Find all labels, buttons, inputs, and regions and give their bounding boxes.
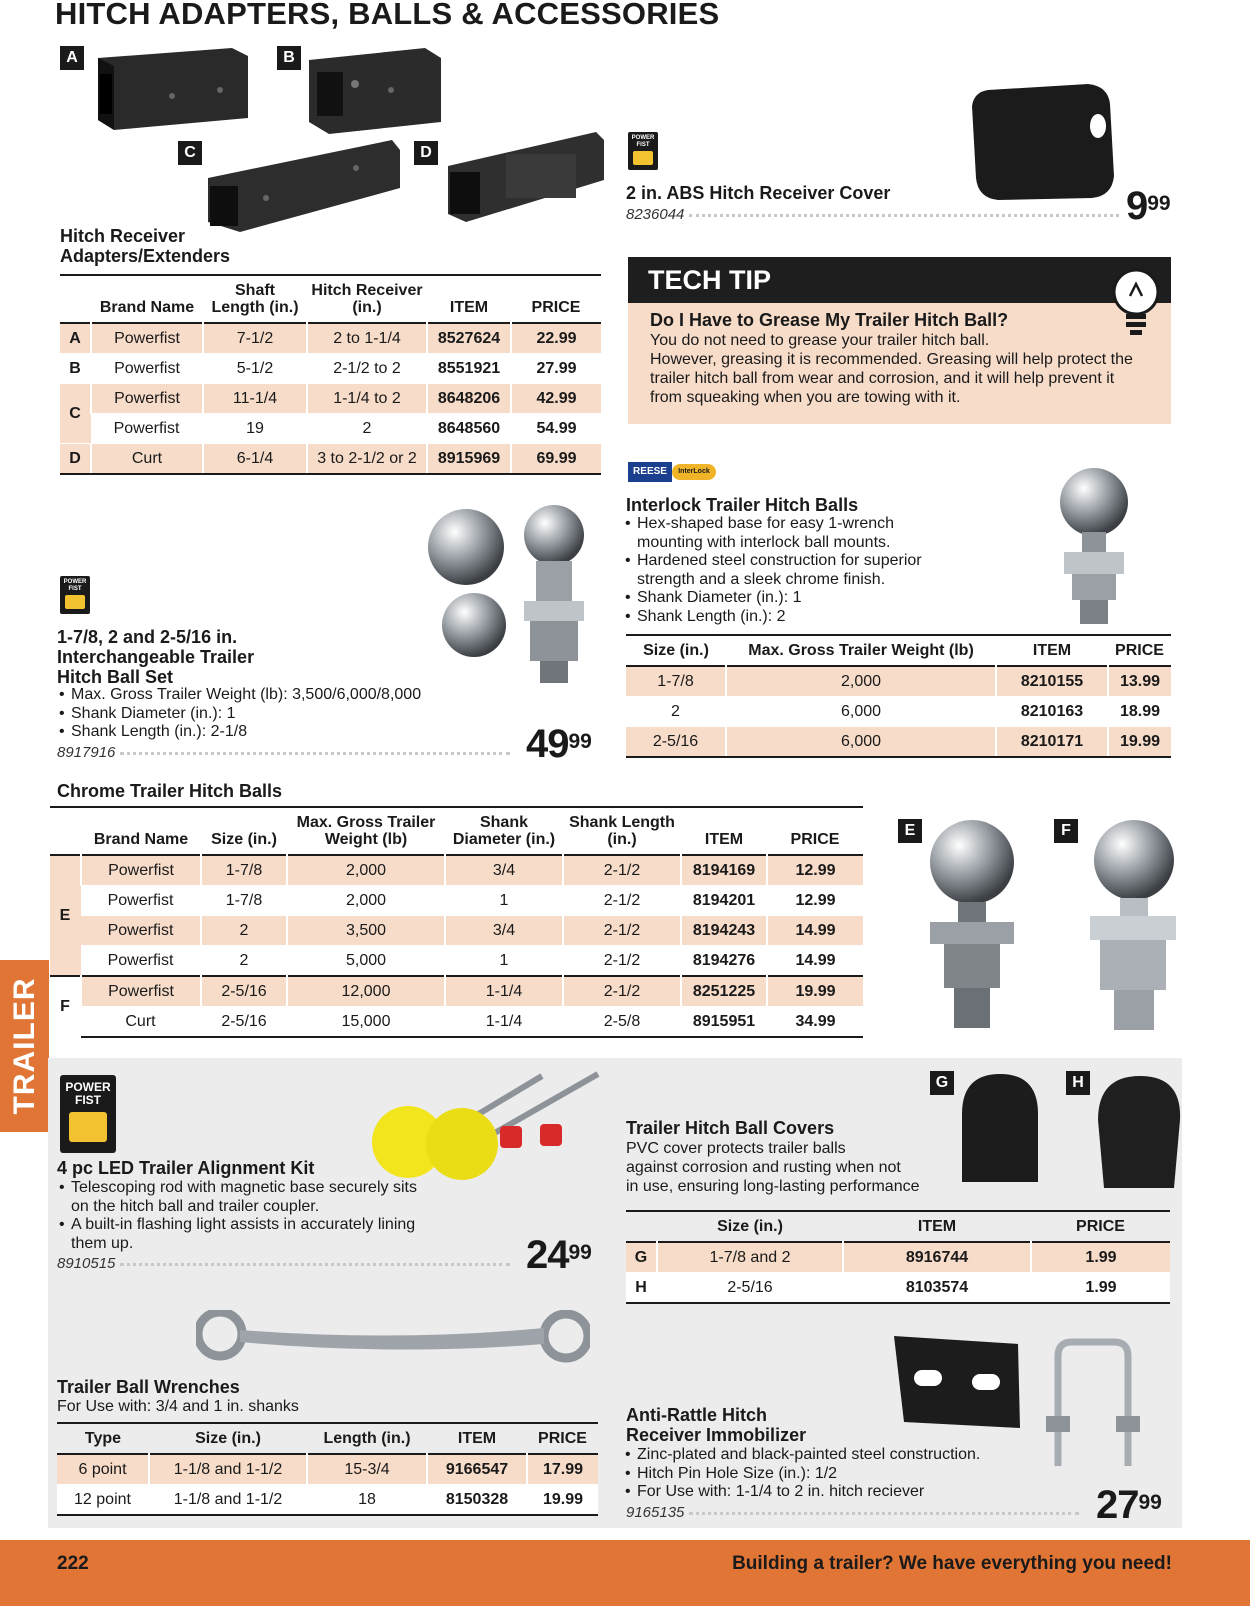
- chrome-ball-e-image: [922, 818, 1022, 1034]
- ball-cover-h-image: [1094, 1070, 1184, 1198]
- col-shaft-length: Shaft Length (in.): [211, 282, 299, 316]
- table-row: Powerfist 1-7/8 2,000 1 2-1/2 8194201 12.99: [50, 886, 863, 916]
- chrome-balls-title: Chrome Trailer Hitch Balls: [57, 781, 283, 801]
- table-row: F Powerfist 2-5/16 12,000 1-1/4 2-1/2 8251225 19.99: [50, 976, 863, 1007]
- table-row: 2-5/16 6,000 8210171 19.99: [626, 727, 1171, 758]
- table-row: C Powerfist 11-1/4 1-1/4 to 2 8648206 42.99: [60, 384, 601, 414]
- tech-tip-body-1: You do not need to grease your trailer hitch ball.: [650, 332, 990, 349]
- adapter-a-image: [92, 46, 252, 132]
- col-brand: Brand Name: [99, 299, 195, 316]
- immobilizer-specs: • Zinc-plated and black-painted steel construction. • Hitch Pin Hole Size (in.): 1/2 • For Use with: 1-1/4 to 2 in. hitch reciever: [623, 1446, 1043, 1502]
- page-title: HITCH ADAPTERS, BALLS & ACCESSORIES: [55, 0, 720, 31]
- receiver-cover-title: 2 in. ABS Hitch Receiver Cover: [626, 183, 891, 203]
- immobilizer-bracket-image: [890, 1334, 1024, 1434]
- tech-tip-heading: TECH TIP: [628, 257, 1171, 303]
- image-tag-c: C: [178, 141, 202, 165]
- receiver-cover-sku-line: 8236044: [626, 206, 1126, 223]
- ball-set-image: [426, 505, 596, 687]
- page-number: 222: [57, 1553, 89, 1574]
- table-row: H 2-5/16 8103574 1.99: [626, 1273, 1170, 1304]
- image-tag-g: G: [930, 1071, 954, 1095]
- immobilizer-sku-line: 9165135: [626, 1504, 1096, 1521]
- immobilizer-u-bolt-image: [1038, 1336, 1148, 1472]
- section-side-tab: TRAILER: [0, 960, 49, 1132]
- image-tag-a: A: [60, 46, 84, 70]
- table-row: 1-7/8 2,000 8210155 13.99: [626, 666, 1171, 697]
- table-row: 12 point 1-1/8 and 1-1/2 18 8150328 19.99: [57, 1485, 598, 1516]
- alignment-kit-specs: • Telescoping rod with magnetic base securely sits on the hitch ball and trailer coupler. • A built-in flashing light assists in accurately lining them up.: [57, 1179, 417, 1253]
- alignment-kit-title: 4 pc LED Trailer Alignment Kit: [57, 1158, 315, 1178]
- ball-set-specs: • Max. Gross Trailer Weight (lb): 3,500/6,000/8,000 • Shank Diameter (in.): 1 • Shank Length (in.): 2-1/8: [57, 686, 517, 742]
- interlock-table: Size (in.) Max. Gross Trailer Weight (lb) ITEM PRICE 1-7/8 2,000 8210155 13.99 2 6,000 8210163 18.99 2-5/16 6,000 8210171 19.99: [626, 634, 1171, 758]
- table-row: G 1-7/8 and 2 8916744 1.99: [626, 1242, 1170, 1273]
- adapter-d-image: [446, 126, 606, 226]
- tech-tip-question: Do I Have to Grease My Trailer Hitch Ball?: [650, 310, 1009, 330]
- chrome-balls-table: Brand Name Size (in.) Max. Gross Trailer Weight (lb) Shank Diameter (in.) Shank Length (in.) ITEM PRICE E Powerfist 1-7/8 2,000 3/4 2-1/2 8194169 12.99 Powerfist 1-7/8 2,000 1 2-1/2 8194201 12.99 Powerfist 2 3,500 3/4 2-1/2 8194243 14.99 Powerfist 2 5,000 1 2-1/2 8194276 14.99 F Powerfist 2-5/16 12,000 1-1/4 2-1/2 8251225 19.99 Curt 2-5/16 15,000 1-1/4 2-5/8 8915951 34.99: [50, 806, 863, 1038]
- wrench-image: [196, 1310, 590, 1366]
- table-row: B Powerfist 5-1/2 2-1/2 to 2 8551921 27.99: [60, 354, 601, 384]
- alignment-kit-sku-line: 8910515: [57, 1255, 527, 1272]
- col-item: ITEM: [449, 299, 489, 316]
- col-hitch-receiver: Hitch Receiver (in.): [311, 282, 423, 316]
- table-row: 6 point 1-1/8 and 1-1/2 15-3/4 9166547 17.99: [57, 1454, 598, 1485]
- ball-covers-table: Size (in.) ITEM PRICE G 1-7/8 and 2 8916744 1.99 H 2-5/16 8103574 1.99: [626, 1210, 1170, 1304]
- ball-cover-g-image: [958, 1070, 1042, 1190]
- adapter-c-image: [206, 138, 402, 234]
- adapters-title: Hitch Receiver Adapters/Extenders: [60, 226, 231, 266]
- table-row: Powerfist 2 3,500 3/4 2-1/2 8194243 14.99: [50, 916, 863, 946]
- wrenches-table: Type Size (in.) Length (in.) ITEM PRICE 6 point 1-1/8 and 1-1/2 15-3/4 9166547 17.99 12 point 1-1/8 and 1-1/2 18 8150328 19.99: [57, 1422, 598, 1516]
- interlock-ball-image: [1058, 466, 1128, 626]
- table-row: E Powerfist 1-7/8 2,000 3/4 2-1/2 8194169 12.99: [50, 855, 863, 886]
- col-price: PRICE: [531, 299, 581, 316]
- image-tag-f: F: [1054, 819, 1078, 843]
- tech-tip-content: [650, 310, 1140, 407]
- table-row: 2 6,000 8210163 18.99: [626, 697, 1171, 727]
- alignment-kit-image: [372, 1064, 608, 1190]
- adapter-b-image: [305, 46, 445, 136]
- powerfist-logo: POWER FIST: [60, 1075, 116, 1153]
- image-tag-b: B: [277, 46, 301, 70]
- wrenches-subtitle: For Use with: 3/4 and 1 in. shanks: [57, 1398, 299, 1415]
- footer-tagline: Building a trailer? We have everything you need!: [732, 1553, 1172, 1574]
- immobilizer-title: Anti-Rattle Hitch Receiver Immobilizer: [626, 1405, 807, 1445]
- ball-set-title: 1-7/8, 2 and 2-5/16 in. Interchangeable Trailer Hitch Ball Set: [57, 627, 255, 687]
- powerfist-logo: POWER FIST: [628, 132, 658, 170]
- receiver-cover-image: [968, 80, 1118, 202]
- table-row: Powerfist 2 5,000 1 2-1/2 8194276 14.99: [50, 946, 863, 977]
- reese-logo: REESE: [628, 462, 672, 482]
- image-tag-e: E: [898, 819, 922, 843]
- powerfist-logo: POWER FIST: [60, 576, 90, 614]
- interlock-logo: InterLock: [672, 464, 716, 480]
- alignment-kit-price: $24^{99}$: [526, 1233, 592, 1277]
- image-tag-d: D: [414, 141, 438, 165]
- table-row: Powerfist 19 2 8648560 54.99: [60, 414, 601, 444]
- interlock-specs: • Hex-shaped base for easy 1-wrench mounting with interlock ball mounts. • Hardened steel construction for superior strength and a sleek chrome finish. • Shank Diameter (in.): 1 • Shank Length (in.): 2: [623, 515, 963, 626]
- tech-tip-body-2: However, greasing it is recommended. Greasing will help protect the trailer hitch ball from wear and corrosion, and it will help prevent it from squeaking when you are towing with it.: [650, 351, 1133, 406]
- immobilizer-price: $27^{99}$: [1096, 1483, 1162, 1527]
- ball-set-sku-line: 8917916: [57, 744, 527, 761]
- receiver-cover-price: $9^{99}$: [1126, 184, 1171, 228]
- ball-covers-description: PVC cover protects trailer balls against corrosion and rusting when not in use, ensuring long-lasting performance: [626, 1140, 920, 1195]
- wrenches-title: Trailer Ball Wrenches: [57, 1377, 240, 1397]
- interlock-title: Interlock Trailer Hitch Balls: [626, 495, 859, 515]
- table-row: D Curt 6-1/4 3 to 2-1/2 or 2 8915969 69.99: [60, 444, 601, 475]
- chrome-ball-f-image: [1080, 816, 1180, 1036]
- table-row: A Powerfist 7-1/2 2 to 1-1/4 8527624 22.99: [60, 323, 601, 354]
- table-row: Curt 2-5/16 15,000 1-1/4 2-5/8 8915951 34.99: [50, 1007, 863, 1038]
- image-tag-h: H: [1066, 1071, 1090, 1095]
- ball-covers-title: Trailer Hitch Ball Covers: [626, 1118, 835, 1138]
- ball-set-price: $49^{99}$: [526, 722, 592, 766]
- adapters-table: [60, 274, 601, 475]
